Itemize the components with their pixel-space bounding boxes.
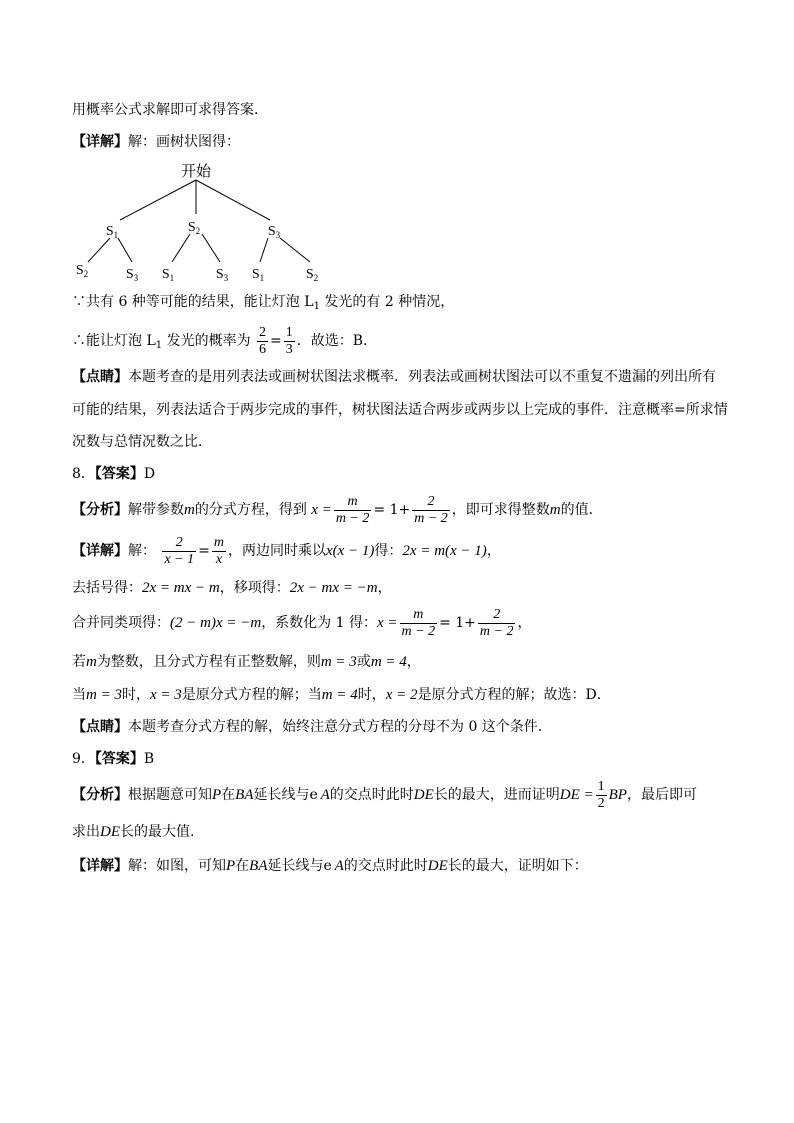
fraction: $\frac{m}{m - 2}$ — [335, 493, 370, 526]
fraction: $\frac{1}{3}$ — [285, 324, 293, 357]
fraction: $\frac{m}{m - 2}$ — [401, 606, 436, 639]
text-line: 用概率公式求解即可求得答案． — [72, 102, 268, 118]
tree-leaf: $S_1$ — [251, 267, 265, 283]
text-line: ∴能让灯泡 $L_1$ 发光的概率为 $\frac{2}{6}$ = $\frac{1}{3}$ ．故选：B． — [72, 324, 378, 357]
comment-label: 【点睛】 — [72, 369, 128, 385]
tree-edge — [280, 238, 310, 262]
tree-edge — [118, 238, 132, 262]
fraction: $\frac{1}{2}$ — [597, 778, 605, 811]
comment-line: 可能的结果，列表法适合于两步完成的事件，树状图法适合两步或两步以上完成的事件．注意概率=所求情 — [72, 402, 728, 418]
fraction: $\frac{m}{x}$ — [213, 534, 224, 567]
tree-node: $S_2$ — [187, 220, 201, 236]
tree-edge — [88, 238, 110, 262]
tree-edge — [202, 234, 220, 262]
tree-node: $S_3$ — [267, 224, 281, 240]
tree-leaf: $S_2$ — [75, 263, 89, 279]
fraction: $\frac{2}{m - 2}$ — [414, 493, 448, 526]
step-line: 去括号得：2x = mx − m，移项得：2x − mx = −m， — [72, 580, 392, 596]
tree-leaf: $S_3$ — [125, 267, 139, 283]
tree-node: $S_1$ — [105, 224, 119, 240]
tree-leaf: $S_2$ — [305, 267, 319, 283]
comment-line: 【点睛】本题考查分式方程的解，始终注意分式方程的分母不为 0 这个条件． — [72, 719, 552, 735]
detail-line: 【详解】解：画树状图得： — [72, 134, 240, 150]
tree-diagram — [60, 158, 360, 288]
tree-leaf: $S_1$ — [161, 267, 175, 283]
question-heading: 8．【答案】D — [72, 466, 156, 482]
step-line: 合并同类项得：(2 − m)x = −m，系数化为 1 得：x = $\frac{m}{m - 2}$ = 1+ $\frac{2}{m - 2}$ ， — [72, 606, 532, 639]
question-heading: 9．【答案】B — [72, 751, 155, 767]
tree-edge — [196, 180, 270, 220]
comment-line: 况数与总情况数之比． — [72, 434, 212, 450]
text-line: ∵共有 6 种等可能的结果，能让灯泡 $L_1$ 发光的有 2 种情况， — [72, 294, 455, 312]
detail-label: 【详解】 — [72, 134, 128, 150]
detail-line: 【详解】解： $\frac{2}{x - 1}$ = $\frac{m}{x}$ ，两边同时乘以x(x − 1)得：2x = m(x − 1)， — [72, 534, 501, 567]
comment-line: 【点睛】本题考查的是用列表法或画树状图法求概率．列表法或画树状图法可以不重复不遗漏的列出所有 — [72, 369, 716, 385]
analysis-line: 【分析】根据题意可知P在BA延长线与e A的交点时此时DE长的最大，进而证明DE = $\frac{1}{2}$ BP，最后即可 — [72, 778, 697, 811]
step-line: 当m = 3时，x = 3是原分式方程的解；当m = 4时，x = 2是原分式方程的解；故选：D． — [72, 687, 611, 703]
analysis-line: 【分析】解带参数m的分式方程，得到 x = $\frac{m}{m - 2}$ = 1+ $\frac{2}{m - 2}$ ，即可求得整数m的值． — [72, 493, 603, 526]
tree-root: 开始 — [180, 164, 212, 180]
tree-edge — [260, 238, 268, 262]
tree-edge — [172, 234, 190, 262]
step-line: 若m为整数，且分式方程有正整数解，则m = 3或m = 4， — [72, 654, 421, 670]
detail-line: 【详解】解：如图，可知P在BA延长线与e A的交点时此时DE长的最大，证明如下： — [72, 858, 588, 874]
tree-leaf: $S_3$ — [215, 267, 229, 283]
fraction: $\frac{2}{m - 2}$ — [479, 606, 514, 639]
fraction: $\frac{2}{6}$ — [259, 324, 267, 357]
fraction: $\frac{2}{x - 1}$ — [164, 534, 195, 567]
analysis-line: 求出DE长的最大值. — [72, 824, 195, 840]
tree-edge — [120, 180, 196, 220]
